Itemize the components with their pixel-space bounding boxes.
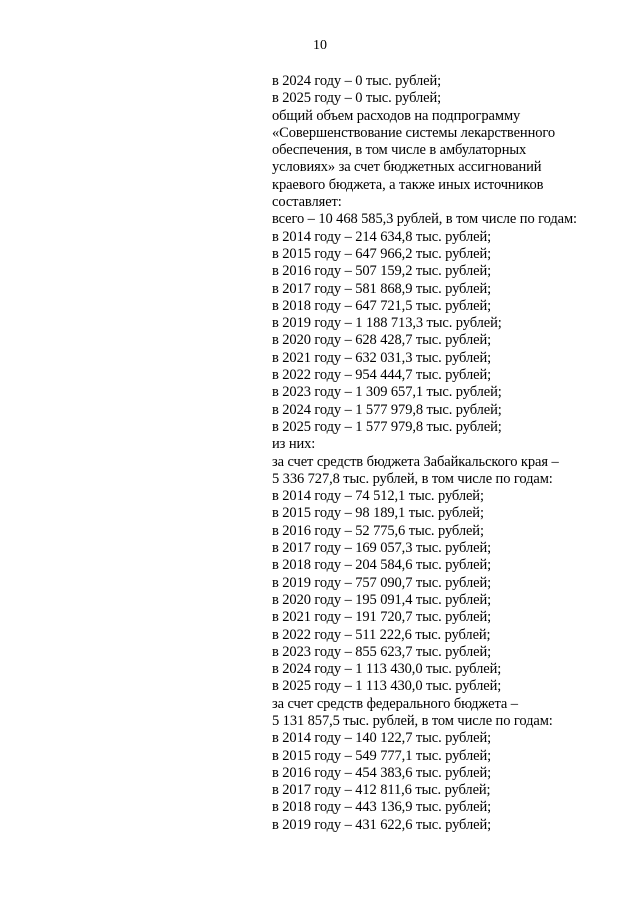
text-line: в 2019 году – 757 090,7 тыс. рублей; (272, 574, 492, 591)
text-line: в 2015 году – 549 777,1 тыс. рублей; (272, 747, 492, 764)
text-line: в 2024 году – 0 тыс. рублей; (272, 73, 442, 89)
text-line: за счет средств бюджета Забайкальского края – (272, 453, 559, 470)
text-line: в 2024 году – 1 577 979,8 тыс. рублей; (272, 401, 502, 418)
text-line: в 2014 году – 74 512,1 тыс. рублей; (272, 488, 484, 505)
text-line: обеспечения, в том числе в амбулаторных (272, 142, 527, 159)
text-line: в 2024 году – 1 113 430,0 тыс. рублей; (272, 661, 502, 678)
text-line: в 2023 году – 855 623,7 тыс. рублей; (272, 643, 492, 660)
text-line: в 2017 году – 581 868,9 тыс. рублей; (272, 280, 492, 297)
text-line: в 2016 году – 507 159,2 тыс. рублей; (272, 263, 492, 280)
text-line: в 2014 году – 140 122,7 тыс. рублей; (272, 730, 492, 747)
text-line: в 2018 году – 204 584,6 тыс. рублей; (272, 557, 492, 574)
text-line: в 2022 году – 511 222,6 тыс. рублей; (272, 626, 491, 643)
document-text-block (272, 73, 632, 834)
text-line: в 2025 году – 1 577 979,8 тыс. рублей; (272, 418, 502, 435)
text-line: в 2025 году – 0 тыс. рублей; (272, 90, 442, 107)
text-line: в 2018 году – 443 136,9 тыс. рублей; (272, 799, 492, 816)
text-line: в 2015 году – 647 966,2 тыс. рублей; (272, 245, 492, 262)
text-line: составляет: (272, 194, 342, 211)
text-line: в 2017 году – 412 811,6 тыс. рублей; (272, 782, 491, 799)
text-line: в 2017 году – 169 057,3 тыс. рублей; (272, 540, 492, 557)
text-line: краевого бюджета, а также иных источников (272, 176, 544, 193)
text-line: «Совершенствование системы лекарственного (272, 124, 556, 141)
text-line: в 2018 году – 647 721,5 тыс. рублей; (272, 297, 492, 314)
text-line: в 2025 году – 1 113 430,0 тыс. рублей; (272, 678, 502, 695)
text-line: в 2020 году – 195 091,4 тыс. рублей; (272, 591, 492, 608)
text-line: 5 336 727,8 тыс. рублей, в том числе по годам: (272, 470, 553, 487)
text-line: в 2019 году – 431 622,6 тыс. рублей; (272, 816, 492, 833)
text-line: в 2016 году – 454 383,6 тыс. рублей; (272, 764, 492, 781)
text-line: в 2021 году – 191 720,7 тыс. рублей; (272, 609, 492, 626)
text-line: в 2016 году – 52 775,6 тыс. рублей; (272, 522, 484, 539)
text-line: в 2022 году – 954 444,7 тыс. рублей; (272, 367, 492, 384)
text-line: в 2023 году – 1 309 657,1 тыс. рублей; (272, 384, 502, 401)
text-line: в 2021 году – 632 031,3 тыс. рублей; (272, 349, 492, 366)
text-line: условиях» за счет бюджетных ассигнований (272, 159, 542, 176)
text-line: всего – 10 468 585,3 рублей, в том числе по годам: (272, 211, 577, 228)
text-line: в 2015 году – 98 189,1 тыс. рублей; (272, 505, 484, 522)
text-line: за счет средств федерального бюджета – (272, 695, 518, 712)
text-line: из них: (272, 436, 316, 453)
text-line: 5 131 857,5 тыс. рублей, в том числе по годам: (272, 712, 553, 729)
text-line: в 2019 году – 1 188 713,3 тыс. рублей; (272, 315, 502, 332)
text-line: общий объем расходов на подпрограмму (272, 107, 521, 124)
page-number: 10 (313, 38, 327, 53)
text-line: в 2014 году – 214 634,8 тыс. рублей; (272, 228, 492, 245)
text-line: в 2020 году – 628 428,7 тыс. рублей; (272, 332, 492, 349)
